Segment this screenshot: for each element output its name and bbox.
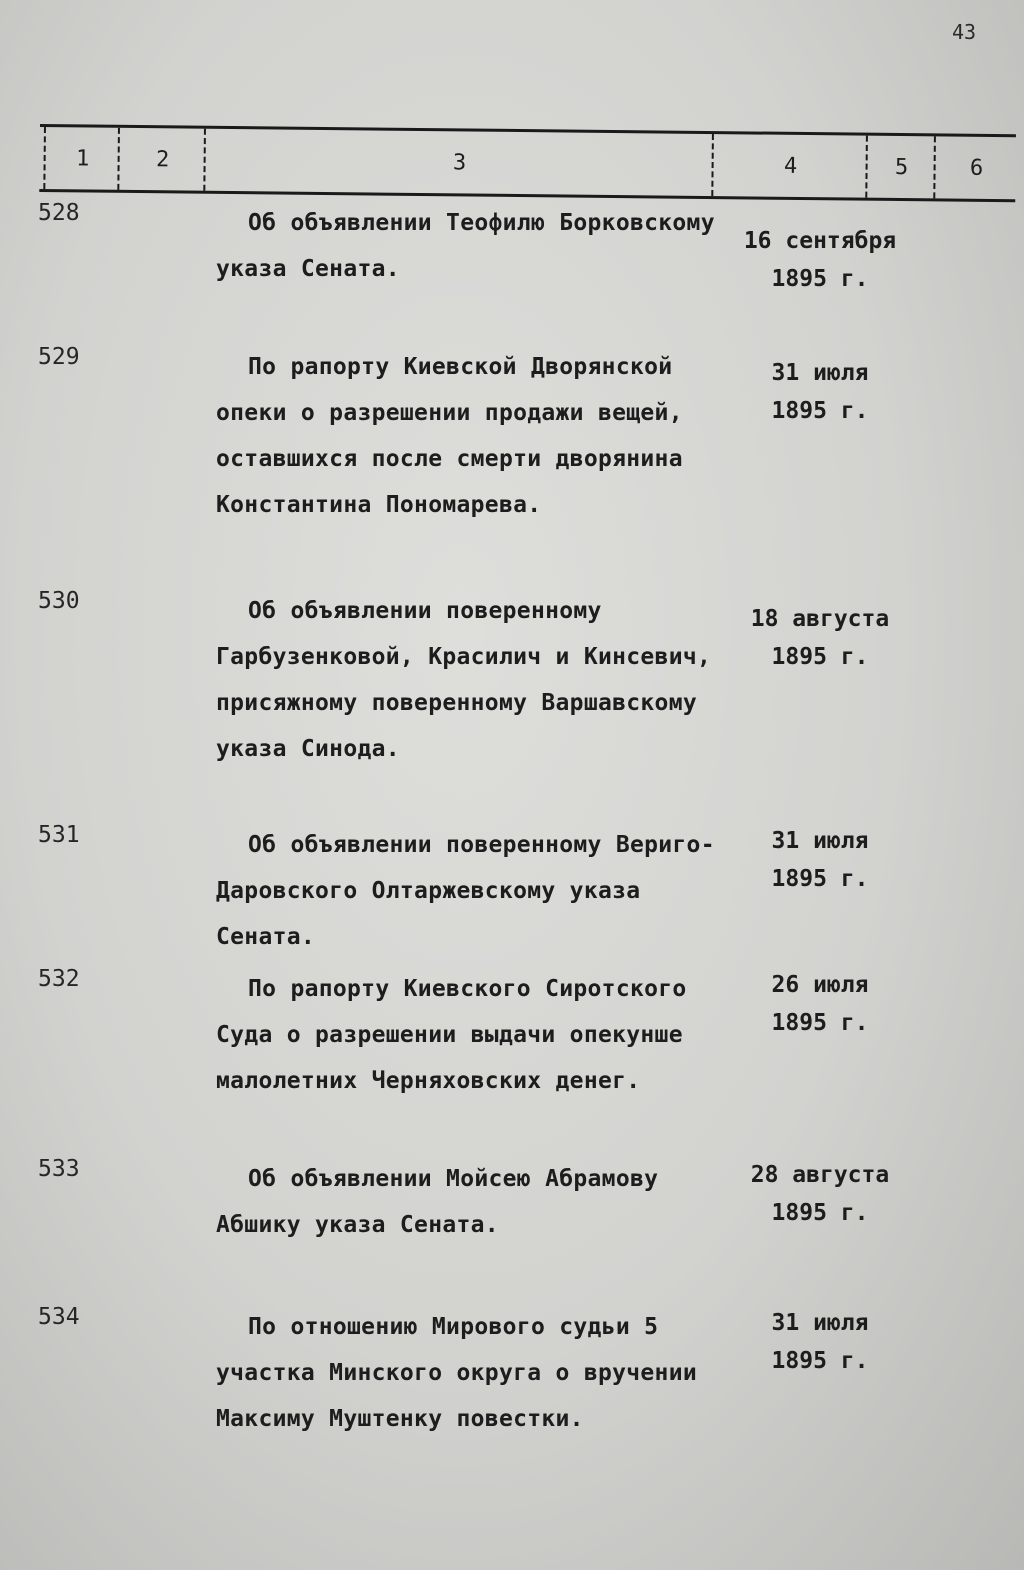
entry-description: По отношению Мирового судьи 5 участка Минского округа о вручении Максиму Муштенку повестки. <box>216 1314 698 1432</box>
entry-date <box>730 822 910 898</box>
entry-number: 531 <box>38 822 80 848</box>
column-header-row <box>39 124 1016 202</box>
entry-date <box>730 222 910 298</box>
entry-date <box>730 1156 910 1232</box>
column-header-4: 4 <box>711 134 868 198</box>
entry-date-year: 1895 г. <box>771 644 869 670</box>
entry-date <box>730 600 910 676</box>
entry-description: Об объявлении Мойсею Абрамову Абшику указа Сената. <box>216 1166 659 1238</box>
entry-date-day-month: 31 июля <box>771 360 869 386</box>
entry-description: Об объявлении поверенному Вериго-Даровского Олтаржевскому указа Сената. <box>216 832 715 950</box>
entry-number: 529 <box>38 344 80 370</box>
entry-date-year: 1895 г. <box>771 866 869 892</box>
entry-number: 534 <box>38 1304 80 1330</box>
entry-date-day-month: 28 августа <box>750 1162 890 1188</box>
entry-date-year: 1895 г. <box>771 398 869 424</box>
entry-number: 532 <box>38 966 80 992</box>
page-number: 43 <box>952 20 977 44</box>
entry-date <box>730 966 910 1042</box>
entry-description: Об объявлении поверенному Гарбузенковой, Красилич и Кинсевич, присяжному поверенному Варшавскому указа Синода. <box>216 598 712 762</box>
entry-description: По рапорту Киевского Сиротского Суда о разрешении выдачи опекунше малолетних Черняховских денег. <box>216 976 687 1094</box>
column-header-2: 2 <box>117 128 206 191</box>
entry-date-year: 1895 г. <box>771 1348 869 1374</box>
entry-date <box>730 1304 910 1380</box>
entry-number: 528 <box>38 200 80 226</box>
column-header-1: 1 <box>43 127 120 190</box>
entry-date-day-month: 26 июля <box>771 972 869 998</box>
entry-date-day-month: 31 июля <box>771 828 869 854</box>
entry-date-year: 1895 г. <box>771 1010 869 1036</box>
column-header-3: 3 <box>203 129 714 196</box>
entry-number: 533 <box>38 1156 80 1182</box>
entry-date <box>730 354 910 430</box>
column-header-6: 6 <box>933 136 1018 199</box>
entry-number: 530 <box>38 588 80 614</box>
entry-date-day-month: 31 июля <box>771 1310 869 1336</box>
entry-date-year: 1895 г. <box>771 1200 869 1226</box>
entry-date-day-month: 18 августа <box>750 606 890 632</box>
entry-date-year: 1895 г. <box>771 266 869 292</box>
entry-description: Об объявлении Теофилю Борковскому указа Сената. <box>216 210 715 282</box>
entry-date-day-month: 16 сентября <box>743 228 897 254</box>
column-header-5: 5 <box>865 136 936 199</box>
entry-description: По рапорту Киевской Дворянской опеки о разрешении продажи вещей, оставшихся после смерти дворянина Константина Пономарева. <box>216 354 683 518</box>
